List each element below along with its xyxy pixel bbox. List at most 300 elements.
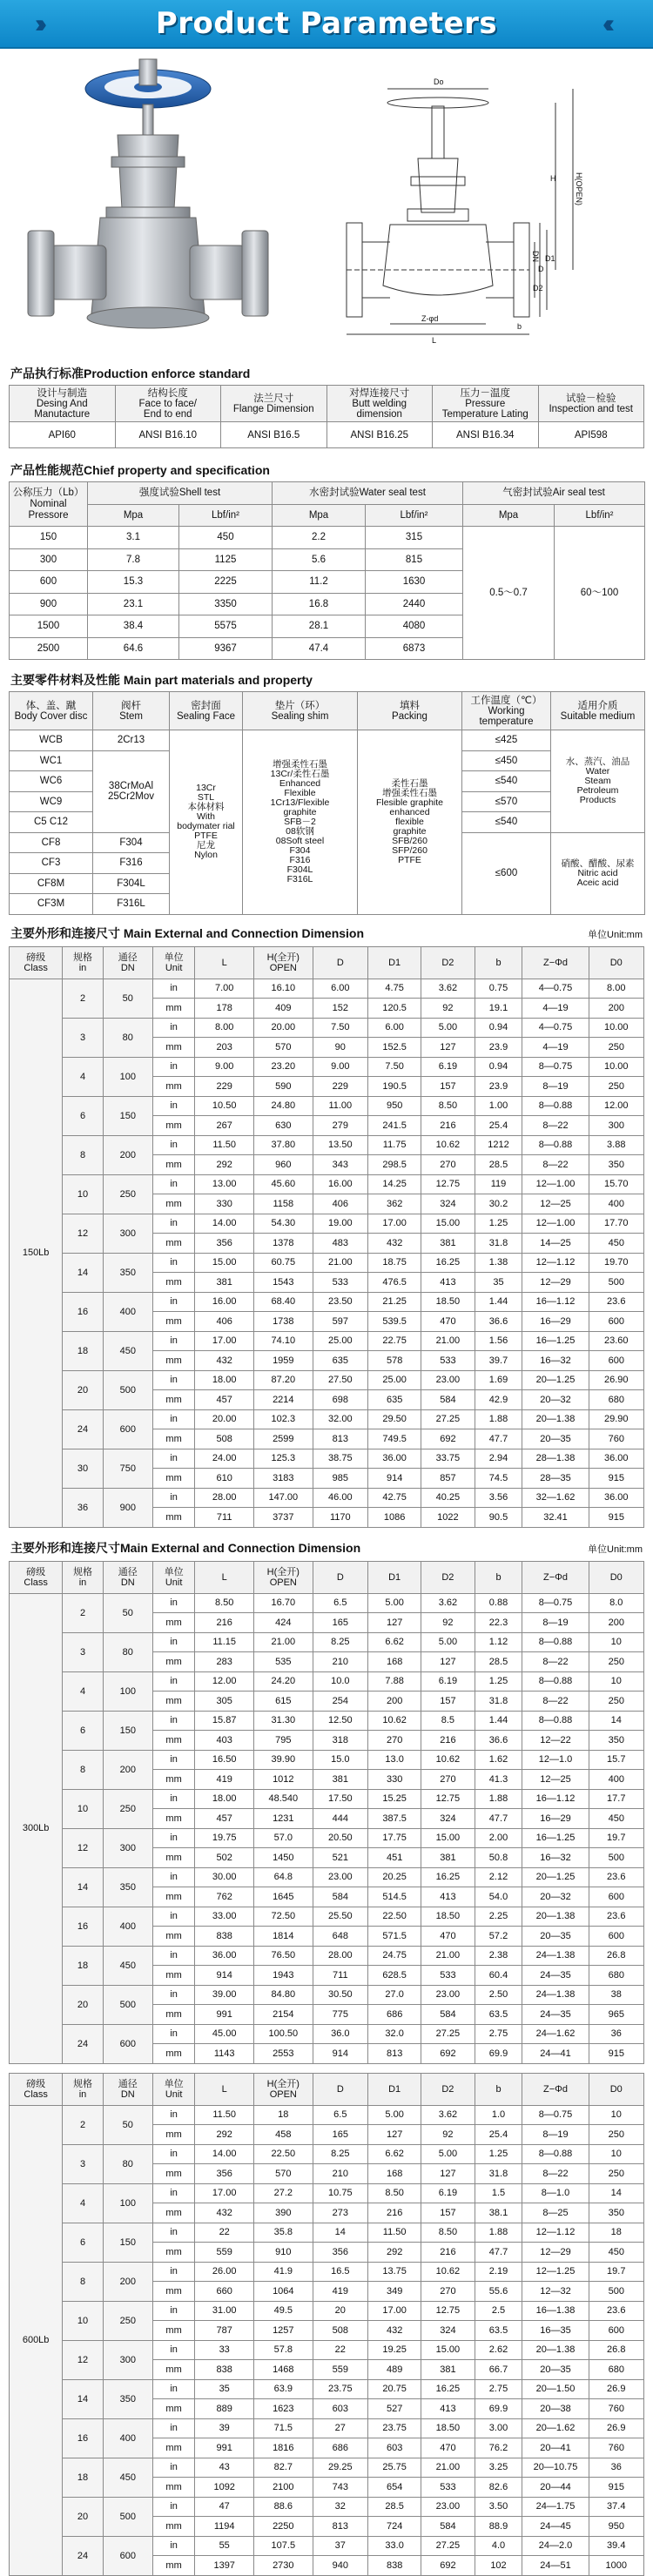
dim-value-cell: 250 [589, 1692, 643, 1712]
dim-value-cell: 2553 [254, 2044, 313, 2064]
dim-value-cell: 6.00 [313, 979, 367, 999]
dim-value-cell: 152.5 [368, 1038, 421, 1058]
cell-text: 工作温度（℃） [470, 695, 542, 706]
dim-value-cell: 19.7 [589, 1828, 643, 1848]
dim-value-cell: 210 [313, 2164, 367, 2184]
size-in-cell: 20 [63, 1985, 103, 2024]
table-cell: 47.4 [273, 637, 366, 660]
dim-value-cell: 10.62 [421, 2262, 475, 2282]
size-in-cell: 4 [63, 1057, 103, 1096]
table-cell: 1500 [10, 615, 88, 638]
cell-text: D2 [441, 1571, 454, 1583]
dn-cell: 500 [103, 1370, 152, 1409]
dim-value-cell: 11.75 [368, 1135, 421, 1155]
dim-value-cell: 57.0 [254, 1828, 313, 1848]
dim-value-cell: 8—22 [522, 2164, 589, 2184]
standards-header-cell [10, 386, 116, 422]
dim-value-cell: 267 [195, 1116, 254, 1136]
cell-text: Products [579, 794, 616, 805]
standards-header-cell [326, 386, 433, 422]
dim-value-cell: 775 [313, 2005, 367, 2025]
dim-value-cell: 72.50 [254, 1907, 313, 1927]
dim-value-cell: 63.5 [475, 2005, 522, 2025]
dim-value-cell: 3.56 [475, 1488, 522, 1508]
size-in-cell: 24 [63, 2536, 103, 2575]
cell-text: 硝酸、醋酸、尿素 [561, 858, 635, 869]
dim-value-cell: 283 [195, 1652, 254, 1672]
unit-cell: mm [152, 1508, 195, 1528]
table-row [10, 1907, 644, 1927]
dim-value-cell: 32.00 [313, 1409, 367, 1429]
dim-value-cell: 216 [421, 1116, 475, 1136]
dim-value-cell: 23.9 [475, 1038, 522, 1058]
dim-value-cell: 23.60 [589, 1331, 643, 1351]
dim-value-cell: 16—35 [522, 2321, 589, 2341]
dim-value-cell: 21.00 [421, 1946, 475, 1966]
dim-value-cell: 6.00 [368, 1018, 421, 1038]
dim-value-cell: 27 [313, 2418, 367, 2438]
dim-d0-label: Do [434, 77, 444, 86]
class-cell: 600Lb [10, 2105, 63, 2575]
dim-value-cell: 12—25 [522, 1194, 589, 1214]
size-in-cell: 6 [63, 1711, 103, 1750]
cell-text: Packing [392, 710, 427, 722]
size-in-cell: 24 [63, 1409, 103, 1449]
dim-header-cell [63, 2073, 103, 2105]
table-cell: 150 [10, 527, 88, 549]
unit-cell: in [152, 1488, 195, 1508]
dim-value-cell: 50.8 [475, 1848, 522, 1868]
dim-value-cell: 584 [421, 2517, 475, 2537]
dn-cell: 300 [103, 1828, 152, 1867]
dim-value-cell: 270 [368, 1731, 421, 1751]
dim-value-cell: 914 [195, 1966, 254, 1986]
dim-value-cell: 432 [368, 1234, 421, 1254]
dim-value-cell: 54.30 [254, 1214, 313, 1234]
unit-cell: mm [152, 999, 195, 1019]
dim-header-cell [195, 2073, 254, 2105]
unit-cell: mm [152, 2517, 195, 2537]
unit-cell: mm [152, 1731, 195, 1751]
dim-value-cell: 406 [313, 1194, 367, 1214]
dim-value-cell: 37.4 [589, 2497, 643, 2517]
dim-value-cell: 17.70 [589, 1214, 643, 1234]
stem-cell: F316 [93, 853, 170, 874]
dim-value-cell: 635 [313, 1351, 367, 1371]
cell-text: Temperature Lating [441, 408, 528, 420]
dim-value-cell: 35 [475, 1273, 522, 1293]
unit-cell: in [152, 1946, 195, 1966]
cell-text: 25Cr2Mov [107, 791, 155, 802]
table-row [10, 1331, 644, 1351]
unit-cell: mm [152, 2360, 195, 2380]
cell-text: 适用介质 [577, 700, 618, 711]
dim-value-cell: 17.00 [368, 1214, 421, 1234]
dim-value-cell: 16.00 [313, 1174, 367, 1194]
dim-header-cell [522, 1561, 589, 1593]
dim-value-cell: 24.00 [195, 1449, 254, 1469]
dn-cell: 350 [103, 1253, 152, 1292]
dim-value-cell: 216 [368, 2203, 421, 2223]
dim-value-cell: 20—38 [522, 2399, 589, 2419]
dim-d1-label: D1 [545, 254, 555, 263]
cell-text: 磅级 [26, 2078, 46, 2089]
size-in-cell: 8 [63, 1135, 103, 1174]
dim-value-cell: 20—41 [522, 2438, 589, 2458]
dim-value-cell: 36 [589, 2024, 643, 2044]
cell-text: F304 [289, 844, 311, 856]
dim-value-cell: 23.00 [313, 1867, 367, 1887]
dim-value-cell: 387.5 [368, 1809, 421, 1829]
dim-value-cell: 630 [254, 1116, 313, 1136]
table-row [10, 1057, 644, 1077]
dim-value-cell: 25.50 [313, 1907, 367, 1927]
dim-value-cell: 20—35 [522, 1927, 589, 1947]
dim-value-cell: 40.25 [421, 1488, 475, 1508]
cell-text: 增强柔性石墨 [273, 758, 327, 770]
dim-value-cell: 15.7 [589, 1750, 643, 1770]
dim-value-cell: 22.50 [254, 2144, 313, 2164]
cell-text: 通径 [118, 2078, 138, 2089]
air-mpa-cell: 0.5～0.7 [463, 527, 555, 660]
dim-value-cell: 10.62 [421, 1750, 475, 1770]
table-cell: 600 [10, 571, 88, 594]
table-row [10, 1135, 644, 1155]
dim-value-cell: 19.25 [368, 2340, 421, 2360]
dim-value-cell: 381 [195, 1273, 254, 1293]
dim-value-cell: 813 [313, 2517, 367, 2537]
dim-value-cell: 29.90 [589, 1409, 643, 1429]
unit-cell: in [152, 1370, 195, 1390]
dim-value-cell: 39.7 [475, 1351, 522, 1371]
medium-cell [551, 832, 645, 914]
title-banner [0, 0, 653, 49]
table-row [10, 979, 644, 999]
dim-value-cell: 250 [589, 1038, 643, 1058]
cell-text: H(全开) [266, 952, 300, 963]
body-material-cell: CF3M [10, 894, 93, 915]
dim-value-cell: 25.00 [313, 1331, 367, 1351]
materials-header-cell [170, 692, 243, 730]
size-in-cell: 30 [63, 1449, 103, 1488]
table-row [10, 1946, 644, 1966]
unit-header-cell: Lbf/in² [179, 504, 273, 527]
dim-value-cell: 698 [313, 1390, 367, 1410]
dim-value-cell: 343 [313, 1155, 367, 1175]
unit-cell: mm [152, 2203, 195, 2223]
dim-value-cell: 13.0 [368, 1750, 421, 1770]
dim-header-cell [368, 946, 421, 979]
dim-value-cell: 28.00 [313, 1946, 367, 1966]
dim-value-cell: 8—0.75 [522, 1593, 589, 1613]
dim-value-cell: 940 [313, 2556, 367, 2576]
dim-value-cell: 36.0 [313, 2024, 367, 2044]
unit-cell: in [152, 1057, 195, 1077]
dim-value-cell: 813 [368, 2044, 421, 2064]
product-hero [0, 49, 653, 362]
size-in-cell: 16 [63, 2418, 103, 2458]
dim-value-cell: 20—1.38 [522, 1409, 589, 1429]
dn-cell: 350 [103, 1867, 152, 1907]
cell-text: Aceic acid [576, 877, 619, 888]
dim-value-cell: 33.75 [421, 1449, 475, 1469]
dim-header-cell [195, 946, 254, 979]
dim-value-cell: 8—0.75 [522, 1057, 589, 1077]
cell-text: enhanced [389, 806, 430, 817]
dim-value-cell: 330 [368, 1770, 421, 1790]
dim-value-cell: 14—25 [522, 1234, 589, 1254]
cell-text: Unit [165, 1577, 183, 1588]
cell-text: 规格 [73, 952, 92, 963]
dim-value-cell: 18.50 [421, 2418, 475, 2438]
table-row [10, 1750, 644, 1770]
cell-text: F316 [289, 854, 311, 865]
dim-value-cell: 5.00 [368, 1593, 421, 1613]
dim-value-cell: 23.00 [421, 1370, 475, 1390]
dim-value-cell: 270 [421, 1155, 475, 1175]
dim-header-cell [522, 2073, 589, 2105]
dim-value-cell: 25.00 [368, 1370, 421, 1390]
dn-cell: 450 [103, 2458, 152, 2497]
dim-header-cell [475, 946, 522, 979]
dim-value-cell: 18.00 [195, 1370, 254, 1390]
dim-value-cell: 25.4 [475, 2125, 522, 2145]
dim-value-cell: 1086 [368, 1508, 421, 1528]
cell-text: Manutacture [34, 408, 91, 420]
unit-cell: in [152, 2340, 195, 2360]
dn-cell: 200 [103, 1750, 152, 1789]
dim-header-row [10, 946, 644, 979]
table-cell: 3.1 [88, 527, 179, 549]
dim-value-cell: 21.00 [421, 2458, 475, 2478]
dim-value-cell: 19.70 [589, 1253, 643, 1273]
stem-cell: F316L [93, 894, 170, 915]
dim-value-cell: 1.56 [475, 1331, 522, 1351]
cell-text: D2 [441, 2083, 454, 2095]
unit-cell: mm [152, 2282, 195, 2302]
cell-text: 13Cr [196, 783, 216, 794]
dim-value-cell: 41.3 [475, 1770, 522, 1790]
dim-value-cell: 15.0 [313, 1750, 367, 1770]
cell-text: 填料 [400, 700, 420, 711]
dim-value-cell: 23.6 [589, 1867, 643, 1887]
cell-text: DN [120, 962, 135, 973]
dim-value-cell: 200 [589, 999, 643, 1019]
body-material-cell: CF8M [10, 873, 93, 894]
cell-text: SFB/260 [392, 835, 427, 846]
cell-text: Z−Φd [542, 2083, 569, 2095]
cell-text: D [336, 957, 344, 968]
body-material-cell: C5 C12 [10, 812, 93, 833]
cell-text: SFB－2 [284, 816, 316, 827]
cell-text: b [495, 1571, 502, 1583]
body-material-cell: WC9 [10, 791, 93, 812]
dim-value-cell: 37 [313, 2536, 367, 2556]
dim-value-cell: 985 [313, 1469, 367, 1489]
table-cell: 6873 [366, 637, 463, 660]
unit-header-cell: Mpa [88, 504, 179, 527]
unit-cell: in [152, 2301, 195, 2321]
table-cell: 5575 [179, 615, 273, 638]
cell-text: 体、盖、蹴 [25, 700, 77, 711]
body-material-cell: WC1 [10, 750, 93, 771]
dim-value-cell: 4—19 [522, 999, 589, 1019]
dim-value-cell: 20—1.38 [522, 1907, 589, 1927]
dim-value-cell: 514.5 [368, 1887, 421, 1907]
standards-value-cell: ANSI B16.25 [326, 422, 433, 448]
table-row [10, 2105, 644, 2125]
cell-text: H(全开) [266, 2078, 300, 2089]
cell-text: OPEN [269, 962, 297, 973]
dn-cell: 250 [103, 1174, 152, 1214]
dim-value-cell: 1623 [254, 2399, 313, 2419]
dim-header-cell [475, 2073, 522, 2105]
dim-value-cell: 635 [368, 1390, 421, 1410]
dim-value-cell: 15.25 [368, 1789, 421, 1809]
chevron-right-icon: ‹‹‹ [603, 10, 608, 38]
unit-cell: mm [152, 1469, 195, 1489]
dim-value-cell: 9.00 [313, 1057, 367, 1077]
dim-value-cell: 584 [421, 2005, 475, 2025]
dim-value-cell: 15.70 [589, 1174, 643, 1194]
cell-text: 本体材料 [187, 802, 225, 813]
dim-value-cell: 57.2 [475, 1927, 522, 1947]
table-row [10, 2458, 644, 2478]
dim-header-cell [254, 1561, 313, 1593]
table-cell: 28.1 [273, 615, 366, 638]
dim-value-cell: 600 [589, 1887, 643, 1907]
cell-text: graphite [393, 825, 427, 837]
table-cell: 23.1 [88, 593, 179, 615]
dim-value-cell: 273 [313, 2203, 367, 2223]
unit-cell: mm [152, 1848, 195, 1868]
class-cell: 150Lb [10, 979, 63, 1527]
dim-value-cell: 350 [589, 1155, 643, 1175]
standards-header-row [10, 386, 644, 422]
dn-cell: 100 [103, 1057, 152, 1096]
size-in-cell: 8 [63, 1750, 103, 1789]
dim-value-cell: 413 [421, 2399, 475, 2419]
dim-value-cell: 30.50 [313, 1985, 367, 2005]
dim-value-cell: 381 [421, 2360, 475, 2380]
dim-value-cell: 100.50 [254, 2024, 313, 2044]
dim-value-cell: 2.25 [475, 1907, 522, 1927]
dim-value-cell: 8—0.88 [522, 1671, 589, 1692]
dim-value-cell: 36.00 [589, 1488, 643, 1508]
dim-value-cell: 2.00 [475, 1828, 522, 1848]
dim-value-cell: 500 [589, 1848, 643, 1868]
dim-value-cell: 16—1.25 [522, 1331, 589, 1351]
unit-cell: mm [152, 2164, 195, 2184]
table-cell: 815 [366, 548, 463, 571]
dim-value-cell: 950 [368, 1096, 421, 1116]
packing-cell [358, 730, 462, 915]
dim-value-cell: 1543 [254, 1273, 313, 1293]
dim-value-cell: 8.25 [313, 2144, 367, 2164]
cell-text: Petroleum [576, 784, 619, 796]
dim-value-cell: 88.6 [254, 2497, 313, 2517]
dim-value-cell: 1012 [254, 1770, 313, 1790]
dim-value-cell: 127 [368, 1613, 421, 1633]
dim-value-cell: 15.00 [421, 2340, 475, 2360]
dim-value-cell: 16—1.12 [522, 1789, 589, 1809]
cell-text: Class [24, 1577, 48, 1588]
dim-value-cell: 45.00 [195, 2024, 254, 2044]
unit-cell: in [152, 1174, 195, 1194]
dim-header-cell [589, 1561, 643, 1593]
materials-header-cell [93, 692, 170, 730]
dim1-title: 主要外形和连接尺寸 Main External and Connection Dimension [10, 925, 365, 940]
cell-text: 08软钢 [286, 825, 314, 837]
dim-value-cell: 600 [589, 1351, 643, 1371]
cell-text: PTFE [398, 854, 421, 865]
dim-value-cell: 19.1 [475, 999, 522, 1019]
cell-text: D1 [388, 2083, 401, 2095]
dim-value-cell: 241.5 [368, 1116, 421, 1136]
dim-value-cell: 1.25 [475, 1214, 522, 1234]
dim-value-cell: 42.75 [368, 1488, 421, 1508]
table-row [10, 1214, 644, 1234]
dim-value-cell: 419 [195, 1770, 254, 1790]
standards-header-cell [115, 386, 221, 422]
size-in-cell: 4 [63, 1671, 103, 1711]
dim-value-cell: 20—1.38 [522, 2340, 589, 2360]
dim-value-cell: 16—1.25 [522, 1828, 589, 1848]
dn-cell: 100 [103, 2183, 152, 2223]
dim-value-cell: 8.50 [421, 1096, 475, 1116]
dim-value-cell: 10.0 [313, 1671, 367, 1692]
unit-header-cell: Lbf/in² [555, 504, 645, 527]
unit-cell: in [152, 2458, 195, 2478]
dim-value-cell: 470 [421, 1312, 475, 1332]
dim-value-cell: 2730 [254, 2556, 313, 2576]
materials-header-cell [358, 692, 462, 730]
cell-text: in [78, 2088, 87, 2100]
dim-value-cell: 63.9 [254, 2379, 313, 2399]
dim-value-cell: 0.75 [475, 979, 522, 999]
cell-text: graphite [283, 806, 317, 817]
dim-value-cell: 22 [313, 2340, 367, 2360]
cell-text: 规格 [73, 1566, 92, 1577]
unit-cell: in [152, 1750, 195, 1770]
dim-value-cell: 1378 [254, 1234, 313, 1254]
dim-value-cell: 24—1.75 [522, 2497, 589, 2517]
dim-value-cell: 229 [195, 1077, 254, 1097]
dim-value-cell: 190.5 [368, 1077, 421, 1097]
dim-value-cell: 14.25 [368, 1174, 421, 1194]
dim-value-cell: 692 [421, 2556, 475, 2576]
dim-header-cell [152, 946, 195, 979]
dim-value-cell: 71.5 [254, 2418, 313, 2438]
dim-value-cell: 127 [421, 2164, 475, 2184]
dim-value-cell: 20—32 [522, 1887, 589, 1907]
unit-cell: in [152, 1096, 195, 1116]
dim-value-cell: 33 [195, 2340, 254, 2360]
dim-value-cell: 76.50 [254, 1946, 313, 1966]
dim-value-cell: 1170 [313, 1508, 367, 1528]
unit-cell: mm [152, 1234, 195, 1254]
dim-value-cell: 350 [589, 2203, 643, 2223]
dim-value-cell: 8—0.88 [522, 1711, 589, 1731]
dim-header-cell [475, 1561, 522, 1593]
dim-value-cell: 216 [421, 1731, 475, 1751]
dim-value-cell: 2.5 [475, 2301, 522, 2321]
dim-value-cell: 6.5 [313, 1593, 367, 1613]
dim-value-cell: 838 [195, 1927, 254, 1947]
unit-cell: mm [152, 1155, 195, 1175]
dim-value-cell: 1.25 [475, 1671, 522, 1692]
dim-value-cell: 17.00 [195, 1331, 254, 1351]
